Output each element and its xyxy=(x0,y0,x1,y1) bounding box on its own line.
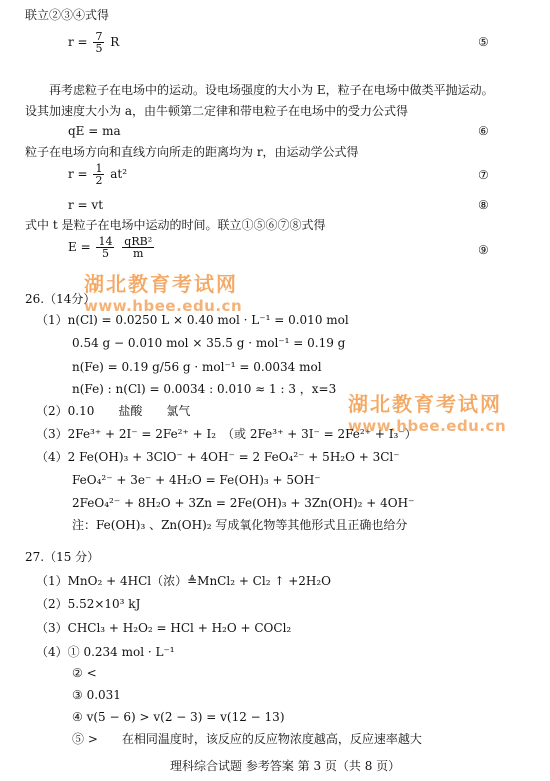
question-header: 27.（15 分） xyxy=(25,550,100,564)
eq-part: r = xyxy=(68,167,88,181)
answer-line: n(Fe) : n(Cl) = 0.0034 : 0.010 ≈ 1 : 3 ，x=3 xyxy=(72,382,337,396)
fraction-bottom: m xyxy=(132,247,144,260)
text-line: 式中 t 是粒子在电场中运动的时间。联立①⑤⑥⑦⑧式得 xyxy=(25,218,326,232)
answer-line: （1）n(Cl) = 0.0250 L × 0.40 mol · L⁻¹ = 0.010 mol xyxy=(36,313,349,327)
eq-part: r = xyxy=(68,35,88,49)
watermark-title: 湖北教育考试网 xyxy=(348,392,502,416)
fraction xyxy=(93,31,104,54)
text-line: 设其加速度大小为 a，由牛顿第二定律和带电粒子在电场中的受力公式得 xyxy=(25,104,408,118)
eq-part: E = xyxy=(68,240,91,254)
answer-line: FeO₄²⁻ + 3e⁻ + 4H₂O = Fe(OH)₃ + 5OH⁻ xyxy=(72,473,321,487)
equation-7 xyxy=(68,163,127,186)
answer-line: 0.54 g − 0.010 mol × 35.5 g · mol⁻¹ = 0.19 g xyxy=(72,336,346,350)
equation: qE = ma xyxy=(68,124,121,138)
fraction-top: qRB² xyxy=(124,235,153,248)
equation-number: ⑥ xyxy=(478,124,489,138)
answer-line: ⑤ > 在相同温度时，该反应的反应物浓度越高，反应速率越大 xyxy=(72,732,422,746)
answer-line: n(Fe) = 0.19 g/56 g · mol⁻¹ = 0.0034 mol xyxy=(72,360,322,374)
equation-9 xyxy=(68,236,156,259)
fraction xyxy=(122,236,154,259)
answer-line: （4）2 Fe(OH)₃ + 3ClO⁻ + 4OH⁻ = 2 FeO₄²⁻ + 5H₂O + 3Cl⁻ xyxy=(36,450,400,464)
text-line: 再考虑粒子在电场中的运动。设电场强度的大小为 E，粒子在电场中做类平抛运动。 xyxy=(49,83,494,97)
fraction-bottom: 5 xyxy=(101,247,109,260)
fraction-bottom: 2 xyxy=(95,174,103,187)
fraction xyxy=(93,163,104,186)
fraction-bottom: 5 xyxy=(95,42,103,55)
watermark-url: www.hbee.edu.cn xyxy=(348,417,507,435)
answer-line: （3）CHCl₃ + H₂O₂ = HCl + H₂O + COCl₂ xyxy=(36,621,292,635)
watermark-title: 湖北教育考试网 xyxy=(84,272,238,296)
answer-line: ② < xyxy=(72,666,97,680)
watermark xyxy=(84,268,242,315)
answer-line: （2）5.52×10³ kJ xyxy=(36,597,141,611)
fraction-top: 14 xyxy=(98,235,113,248)
fraction-top: 7 xyxy=(95,30,103,43)
text-line: 粒子在电场方向和直线方向所走的距离均为 r，由运动学公式得 xyxy=(25,145,359,159)
equation-number: ⑤ xyxy=(478,35,489,49)
equation-number: ⑧ xyxy=(478,198,489,212)
eq-part: at² xyxy=(110,167,128,181)
answer-line: ③ 0.031 xyxy=(72,688,121,702)
note-line: 注：Fe(OH)₃ 、Zn(OH)₂ 写成氧化物等其他形式且正确也给分 xyxy=(72,518,408,532)
answer-line: （2）0.10 盐酸 氯气 xyxy=(36,404,191,418)
page-footer: 理科综合试题 参考答案 第 3 页（共 8 页） xyxy=(170,759,401,773)
equation-number: ⑦ xyxy=(478,168,489,182)
text-line: 联立②③④式得 xyxy=(25,8,110,22)
answer-line: 2FeO₄²⁻ + 8H₂O + 3Zn = 2Fe(OH)₃ + 3Zn(OH)₂ + 4OH⁻ xyxy=(72,496,415,510)
eq-part: R xyxy=(110,35,120,49)
fraction xyxy=(96,236,114,259)
equation-number: ⑨ xyxy=(478,243,489,257)
equation: r = vt xyxy=(68,198,104,212)
question-header: 26.（14分） xyxy=(25,292,96,306)
watermark-url: www.hbee.edu.cn xyxy=(84,297,243,315)
answer-line: （3）2Fe³⁺ + 2I⁻ = 2Fe²⁺ + I₂ （或 2Fe³⁺ + 3I⁻ = 2Fe²⁺ + I₃⁻） xyxy=(36,427,417,441)
answer-line: （4）① 0.234 mol · L⁻¹ xyxy=(36,645,175,659)
answer-line: ④ v(5 − 6) > v(2 − 3) = v(12 − 13) xyxy=(72,710,285,724)
fraction-top: 1 xyxy=(95,162,103,175)
equation-r xyxy=(68,31,119,54)
answer-line: （1）MnO₂ + 4HCl（浓）≜MnCl₂ + Cl₂ ↑ +2H₂O xyxy=(36,574,332,588)
